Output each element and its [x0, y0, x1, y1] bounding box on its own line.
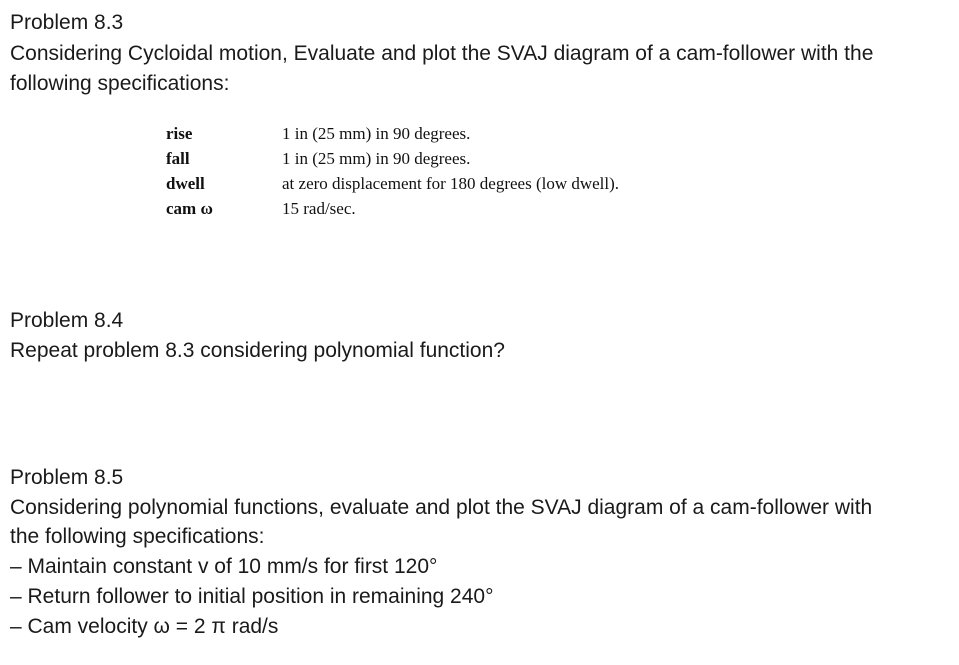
spec-row-rise [166, 121, 619, 146]
spec-row-dwell [166, 171, 619, 196]
problem-8-5-statement-line-1: Considering polynomial functions, evaluate and plot the SVAJ diagram of a cam-follower with [10, 496, 873, 519]
problem-8-3-title: Problem 8.3 [10, 11, 124, 34]
problem-8-4-statement: Repeat problem 8.3 considering polynomial function? [10, 339, 505, 362]
problem-8-5-bullet-2: – Return follower to initial position in remaining 240° [10, 585, 494, 608]
spec-key: fall [166, 149, 190, 168]
problem-8-4-title: Problem 8.4 [10, 309, 124, 332]
spec-value: at zero displacement for 180 degrees (low dwell). [282, 174, 620, 193]
spec-value: 15 rad/sec. [282, 199, 356, 218]
spec-key: cam ω [166, 199, 213, 218]
problem-8-5-bullet-3: – Cam velocity ω = 2 π rad/s [10, 615, 279, 638]
problem-8-5-statement-line-2: the following specifications: [10, 525, 265, 548]
spec-row-cam-omega [166, 196, 619, 221]
problem-8-5-title: Problem 8.5 [10, 466, 124, 489]
spec-key: dwell [166, 174, 205, 193]
spec-value: 1 in (25 mm) in 90 degrees. [282, 149, 471, 168]
spec-key: rise [166, 124, 193, 143]
problem-8-5-bullet-1: – Maintain constant v of 10 mm/s for first 120° [10, 555, 438, 578]
spec-value: 1 in (25 mm) in 90 degrees. [282, 124, 471, 143]
problem-8-3-statement-line-2: following specifications: [10, 72, 230, 95]
spec-row-fall [166, 146, 619, 171]
problem-8-3-statement-line-1: Considering Cycloidal motion, Evaluate and plot the SVAJ diagram of a cam-follower with the [10, 42, 874, 65]
specifications-table [166, 121, 619, 221]
